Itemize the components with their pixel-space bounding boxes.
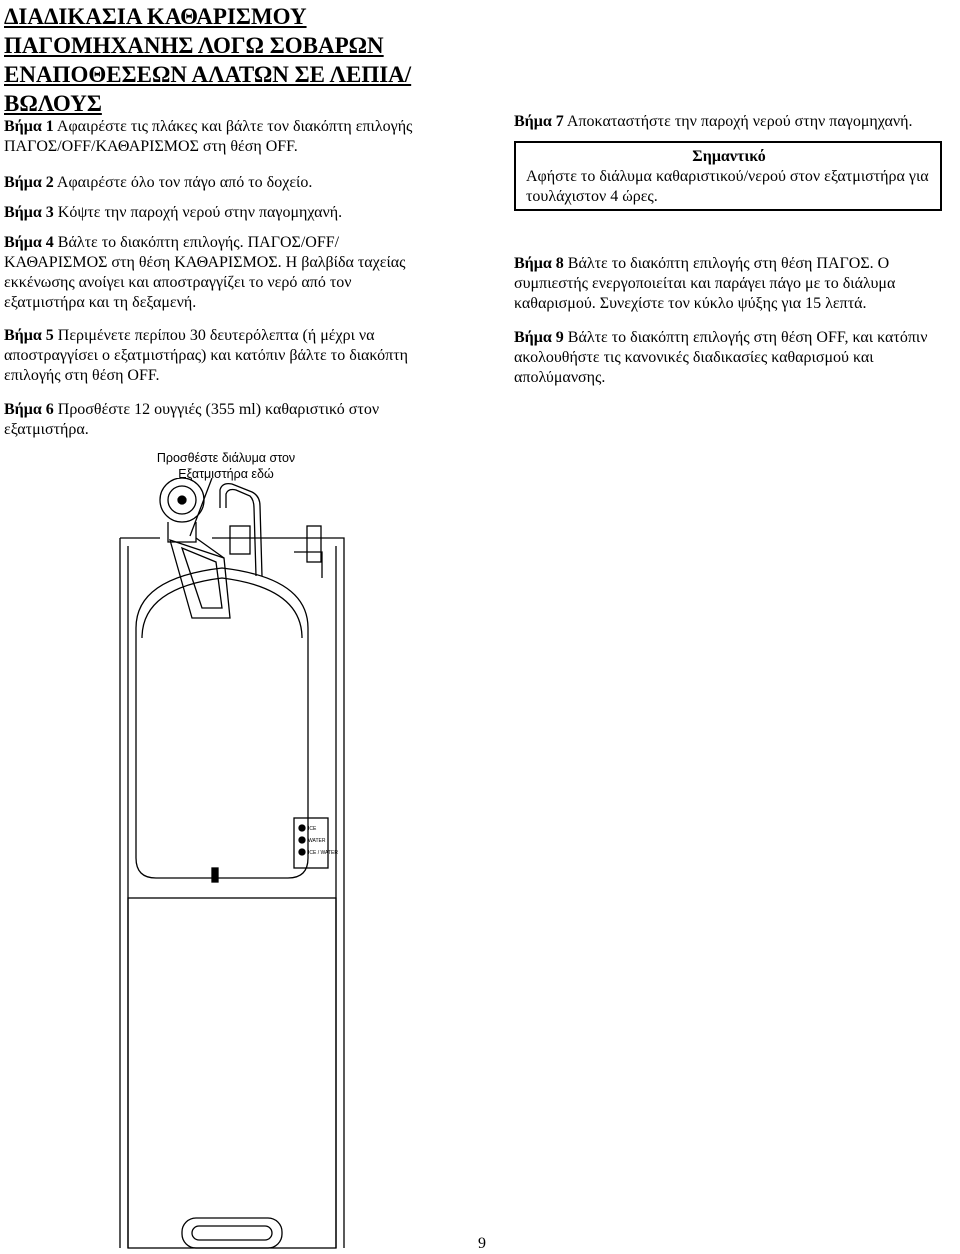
step-label: Βήμα 8 [514, 255, 564, 272]
step-6 [4, 400, 429, 440]
step-2 [4, 173, 444, 193]
figure-caption-line: Προσθέστε διάλυμα στον [156, 451, 296, 465]
ice-machine-illustration [112, 478, 352, 1250]
step-8 [514, 254, 944, 314]
step-label: Βήμα 4 [4, 234, 54, 251]
important-note-box [514, 141, 942, 211]
panel-label: ICE [308, 826, 317, 832]
step-text: Βάλτε το διακόπτη επιλογής στη θέση ΠΑΓΟΣ. Ο συμπιεστής ενεργοποιείται και παράγει πάγο με το διάλυμα καθαρισμού. Συνεχίστε τον κύκλο ψύξης για 15 λεπτά. [514, 255, 896, 312]
step-text: Περιμένετε περίπου 30 δευτερόλεπτα (ή μέχρι να αποστραγγίσει ο εξατμιστήρας) και κατόπιν βάλτε το διακόπτη επιλογής στη θέση OFF. [4, 327, 409, 384]
ice-bin [136, 568, 308, 878]
step-9 [514, 328, 944, 388]
ice-chute [170, 540, 230, 618]
step-label: Βήμα 6 [4, 401, 54, 418]
step-1 [4, 117, 444, 157]
panel-label: WATER [308, 838, 326, 844]
dispense-grill [182, 1218, 282, 1248]
step-text: Κόψτε την παροχή νερού στην παγομηχανή. [53, 204, 343, 221]
page-number: 9 [478, 1235, 486, 1252]
machine-body-outline [120, 538, 344, 1248]
step-text: Αφαιρέστε όλο τον πάγο από το δοχείο. [53, 174, 313, 191]
step-text: Βάλτε το διακόπτη επιλογής στη θέση OFF, και κατόπιν ακολουθήστε τις κανονικές διαδικασίες καθαρισμού και απολύμανσης. [514, 329, 928, 386]
page-title: ΔΙΑΔΙΚΑΣΙΑ ΚΑΘΑΡΙΣΜΟΥ ΠΑΓΟΜΗΧΑΝΗΣ ΛΟΓΩ ΣΟΒΑΡΩΝ ΕΝΑΠΟΘΕΣΕΩΝ ΑΛΑΤΩΝ ΣΕ ΛΕΠΙΑ/ΒΩΛΟΥΣ [4, 4, 412, 116]
step-label: Βήμα 5 [4, 327, 54, 344]
step-4 [4, 233, 424, 313]
step-text: Προσθέστε 12 ουγγιές (355 ml) καθαριστικό στον εξατμιστήρα. [4, 401, 380, 438]
step-label: Βήμα 2 [4, 174, 54, 191]
rear-bracket [230, 526, 250, 554]
panel-label: ICE / WATER [308, 850, 338, 856]
lower-panel [128, 898, 336, 1248]
step-text: Αφαιρέστε τις πλάκες και βάλτε τον διακόπτη επιλογής ΠΑΓΟΣ/OFF/ΚΑΘΑΡΙΣΜΟΣ στη θέση OFF. [4, 118, 413, 155]
step-label: Βήμα 3 [4, 204, 54, 221]
step-7 [514, 112, 954, 132]
step-label: Βήμα 7 [514, 113, 564, 130]
step-3 [4, 203, 444, 223]
caption-leader-line [190, 478, 212, 536]
step-5 [4, 326, 424, 386]
note-body: Αφήστε το διάλυμα καθαριστικού/νερού στον εξατμιστήρα για τουλάχιστον 4 ώρες. [526, 168, 929, 205]
step-text: Αποκαταστήστε την παροχή νερού στην παγομηχανή. [563, 113, 913, 130]
side-bracket [307, 526, 321, 562]
step-label: Βήμα 1 [4, 118, 54, 135]
note-title: Σημαντικό [692, 148, 766, 165]
step-label: Βήμα 9 [514, 329, 564, 346]
step-text: Βάλτε το διακόπτη επιλογής. ΠΑΓΟΣ/OFF/ΚΑΘΑΡΙΣΜΟΣ στη θέση ΚΑΘΑΡΙΣΜΟΣ. Η βαλβίδα ταχείας εκκένωσης ανοίγει και αποστραγγίζει το νερό από τον εξατμιστήρα και τη δεξαμενή. [4, 234, 406, 311]
figure-caption-line: Εξατμιστήρα εδώ [178, 467, 274, 481]
